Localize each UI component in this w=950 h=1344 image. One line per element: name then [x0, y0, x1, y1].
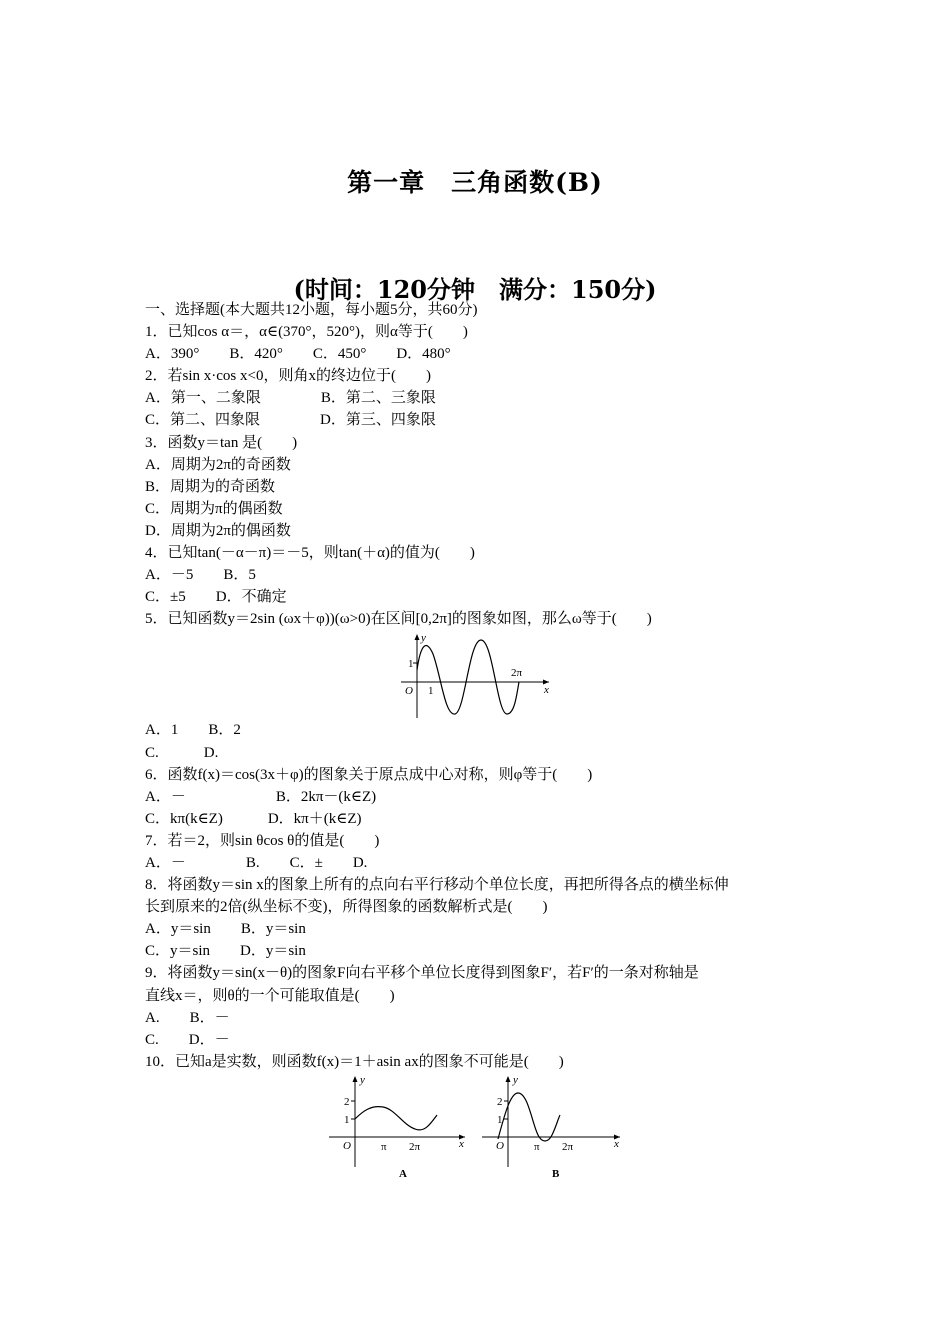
y-axis-arrow	[415, 634, 420, 640]
text-line: A．第一、二象限 B．第二、三象限	[145, 390, 436, 407]
origin-label: O	[343, 1139, 351, 1152]
text-line: 7．若＝2，则sin θcos θ的值是( )	[145, 832, 380, 849]
text-line: C. D．－	[145, 1031, 230, 1048]
text-line: A．－5 B．5	[145, 567, 256, 584]
origin-label: O	[405, 685, 413, 698]
q10-graph-options	[145, 1073, 815, 1185]
text-line: A. B．－	[145, 1009, 230, 1026]
caption-a: A	[399, 1167, 407, 1180]
text-line: C．周期为π的偶函数	[145, 500, 283, 517]
text-line: 长到原来的2倍(纵坐标不变)，所得图象的函数解析式是( )	[145, 899, 548, 916]
page-title: 第一章 三角函数(B)	[347, 168, 603, 197]
text-line: 5．已知函数y＝2sin (ωx＋φ))(ω>0)在区间[0,2π]的图象如图，那么ω等于( )	[145, 611, 652, 628]
x-label: x	[614, 1137, 619, 1150]
text-line: C．第二、四象限 D．第三、四象限	[145, 412, 436, 429]
text-line: D．周期为2π的偶函数	[145, 522, 291, 539]
text-line: C. D.	[145, 744, 219, 761]
text-line: C．±5 D．不确定	[145, 589, 287, 606]
question-body	[145, 299, 815, 1185]
text-line: 3．函数y＝tan 是( )	[145, 434, 298, 451]
text-line: C．y＝sin D．y＝sin	[145, 943, 306, 960]
y-label: y	[421, 632, 426, 645]
tick-label-y: 1	[408, 658, 414, 671]
text-line: A．周期为2π的奇函数	[145, 456, 291, 473]
y-label: y	[513, 1073, 518, 1086]
q5-graph-svg	[397, 630, 557, 719]
q5-sine-graph	[145, 630, 815, 719]
tick-label-2pi: 2π	[511, 667, 523, 680]
sine-curve	[417, 640, 519, 714]
tick-label-2: 2	[344, 1095, 350, 1108]
section-heading: 一、选择题(本大题共12小题，每小题5分，共60分)	[145, 302, 478, 318]
text-line: 4．已知tan(－α－π)＝－5，则tan(＋α)的值为( )	[145, 545, 475, 562]
origin-label: O	[496, 1139, 504, 1152]
y-label: y	[360, 1073, 365, 1086]
tick-label-1: 1	[344, 1113, 350, 1126]
tick-label-2: 2	[497, 1095, 503, 1108]
caption-b: B	[552, 1167, 560, 1180]
tick-label-1: 1	[497, 1113, 503, 1126]
tick-label-pi: π	[534, 1140, 540, 1153]
x-label: x	[544, 684, 549, 697]
q10-graph-a	[325, 1073, 475, 1185]
exam-info: (时间：120分钟 满分：150分)	[293, 275, 657, 304]
tick-label-2pi: 2π	[562, 1140, 574, 1153]
tick-label-pi: π	[381, 1140, 387, 1153]
text-line: A．－ B. C．± D.	[145, 854, 368, 871]
y-axis-arrow	[353, 1076, 358, 1082]
text-line: 8．将函数y＝sin x的图象上所有的点向右平行移动个单位长度，再把所得各点的横坐标伸	[145, 877, 729, 894]
text-line: 10．已知a是实数，则函数f(x)＝1＋asin ax的图象不可能是( )	[145, 1053, 564, 1070]
q10-graph-b	[480, 1073, 630, 1185]
text-line: 2．若sin x·cos x<0，则角x的终边位于( )	[145, 368, 431, 385]
text-line: B．周期为的奇函数	[145, 478, 276, 495]
text-line: 6．函数f(x)＝cos(3x＋φ)的图象关于原点成中心对称，则φ等于( )	[145, 766, 593, 783]
x-label: x	[459, 1137, 464, 1150]
tick-label-x: 1	[428, 685, 434, 698]
curve-a	[355, 1107, 437, 1130]
text-line: A．1 B．2	[145, 722, 241, 739]
text-line: A．－ B．2kπ－(k∈Z)	[145, 788, 377, 805]
y-axis-arrow	[506, 1076, 511, 1082]
text-line: A．390° B．420° C．450° D．480°	[145, 346, 451, 363]
text-line: 直线x＝，则θ的一个可能取值是( )	[145, 987, 395, 1004]
tick-label-2pi: 2π	[409, 1140, 421, 1153]
text-line: A．y＝sin B．y＝sin	[145, 921, 306, 938]
text-line: C．kπ(k∈Z) D．kπ＋(k∈Z)	[145, 810, 362, 827]
text-line: 9．将函数y＝sin(x－θ)的图象F向右平移个单位长度得到图象F′，若F′的一条对称轴是	[145, 965, 699, 982]
text-line: 1．已知cos α＝，α∈(370°，520°)，则α等于( )	[145, 324, 468, 341]
curve-b	[498, 1093, 560, 1141]
